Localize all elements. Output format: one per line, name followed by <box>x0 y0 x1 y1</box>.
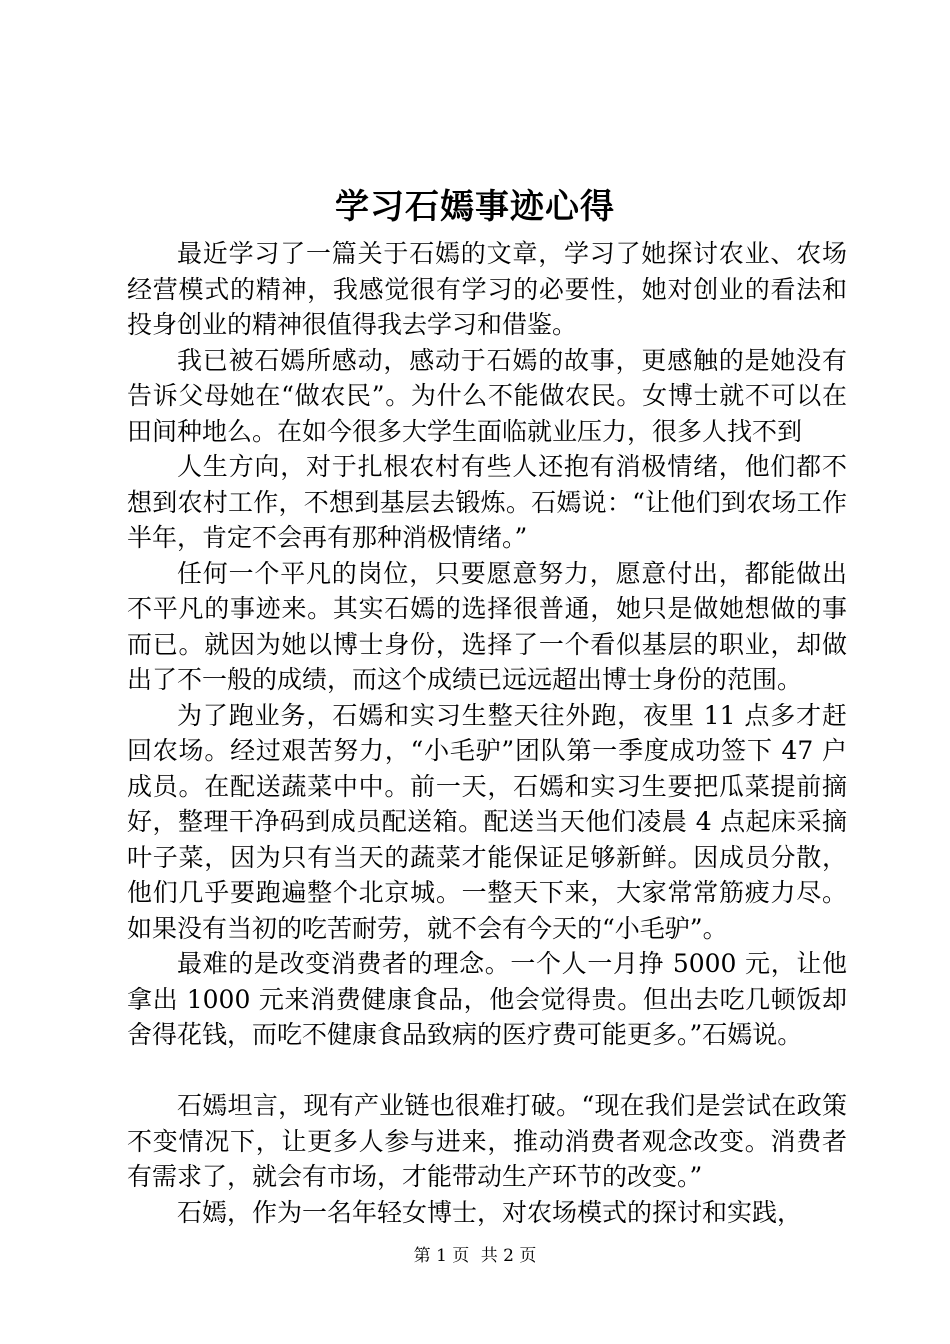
paragraph: 最近学习了一篇关于石嫣的文章，学习了她探讨农业、农场经营模式的精神，我感觉很有学习的必要性，她对创业的看法和投身创业的精神很值得我去学习和借鉴。 <box>127 239 847 339</box>
document-title: 学习石嫣事迹心得 <box>335 187 615 227</box>
paragraph-spacer <box>127 1053 847 1089</box>
paragraph: 人生方向，对于扎根农村有些人还抱有消极情绪，他们都不想到农村工作，不想到基层去锻炼。石嫣说：“让他们到农场工作半年，肯定不会再有那种消极情绪。” <box>127 452 847 552</box>
page-footer <box>0 1244 950 1268</box>
paragraph: 任何一个平凡的岗位，只要愿意努力，愿意付出，都能做出不平凡的事迹来。其实石嫣的选择很普通，她只是做她想做的事而已。就因为她以博士身份，选择了一个看似基层的职业，却做出了不一般的成绩，而这个成绩已远远超出博士身份的范围。 <box>127 558 847 694</box>
paragraph: 石嫣坦言，现有产业链也很难打破。“现在我们是尝试在政策不变情况下，让更多人参与进来，推动消费者观念改变。消费者有需求了，就会有市场，才能带动生产环节的改变。” <box>127 1091 847 1191</box>
page-number-current: 第 1 页 <box>413 1246 470 1266</box>
paragraph: 石嫣，作为一名年轻女博士，对农场模式的探讨和实践， <box>177 1197 803 1227</box>
paragraph: 为了跑业务，石嫣和实习生整天往外跑，夜里 11 点多才赶回农场。经过艰苦努力，“小毛驴”团队第一季度成功签下 47 户成员。在配送蔬菜中中。前一天，石嫣和实习生要把瓜菜提前摘好，整理干净码到成员配送箱。配送当天他们凌晨 4 点起床采摘叶子菜，因为只有当天的蔬菜才能保证足够新鲜。因成员分散，他们几乎要跑遍整个北京城。一整天下来，大家常常筋疲力尽。如果没有当初的吃苦耐劳，就不会有今天的“小毛驴”。 <box>127 700 847 943</box>
document-body <box>127 236 847 1230</box>
paragraph: 最难的是改变消费者的理念。一个人一月挣 5000 元，让他拿出 1000 元来消费健康食品，他会觉得贵。但出去吃几顿饭却舍得花钱，而吃不健康食品致病的医疗费可能更多。”石嫣说。 <box>127 949 847 1049</box>
paragraph: 我已被石嫣所感动，感动于石嫣的故事，更感触的是她没有告诉父母她在“做农民”。为什么不能做农民。女博士就不可以在田间种地么。在如今很多大学生面临就业压力，很多人找不到 <box>127 345 847 446</box>
page-number-total: 共 2 页 <box>480 1246 537 1266</box>
